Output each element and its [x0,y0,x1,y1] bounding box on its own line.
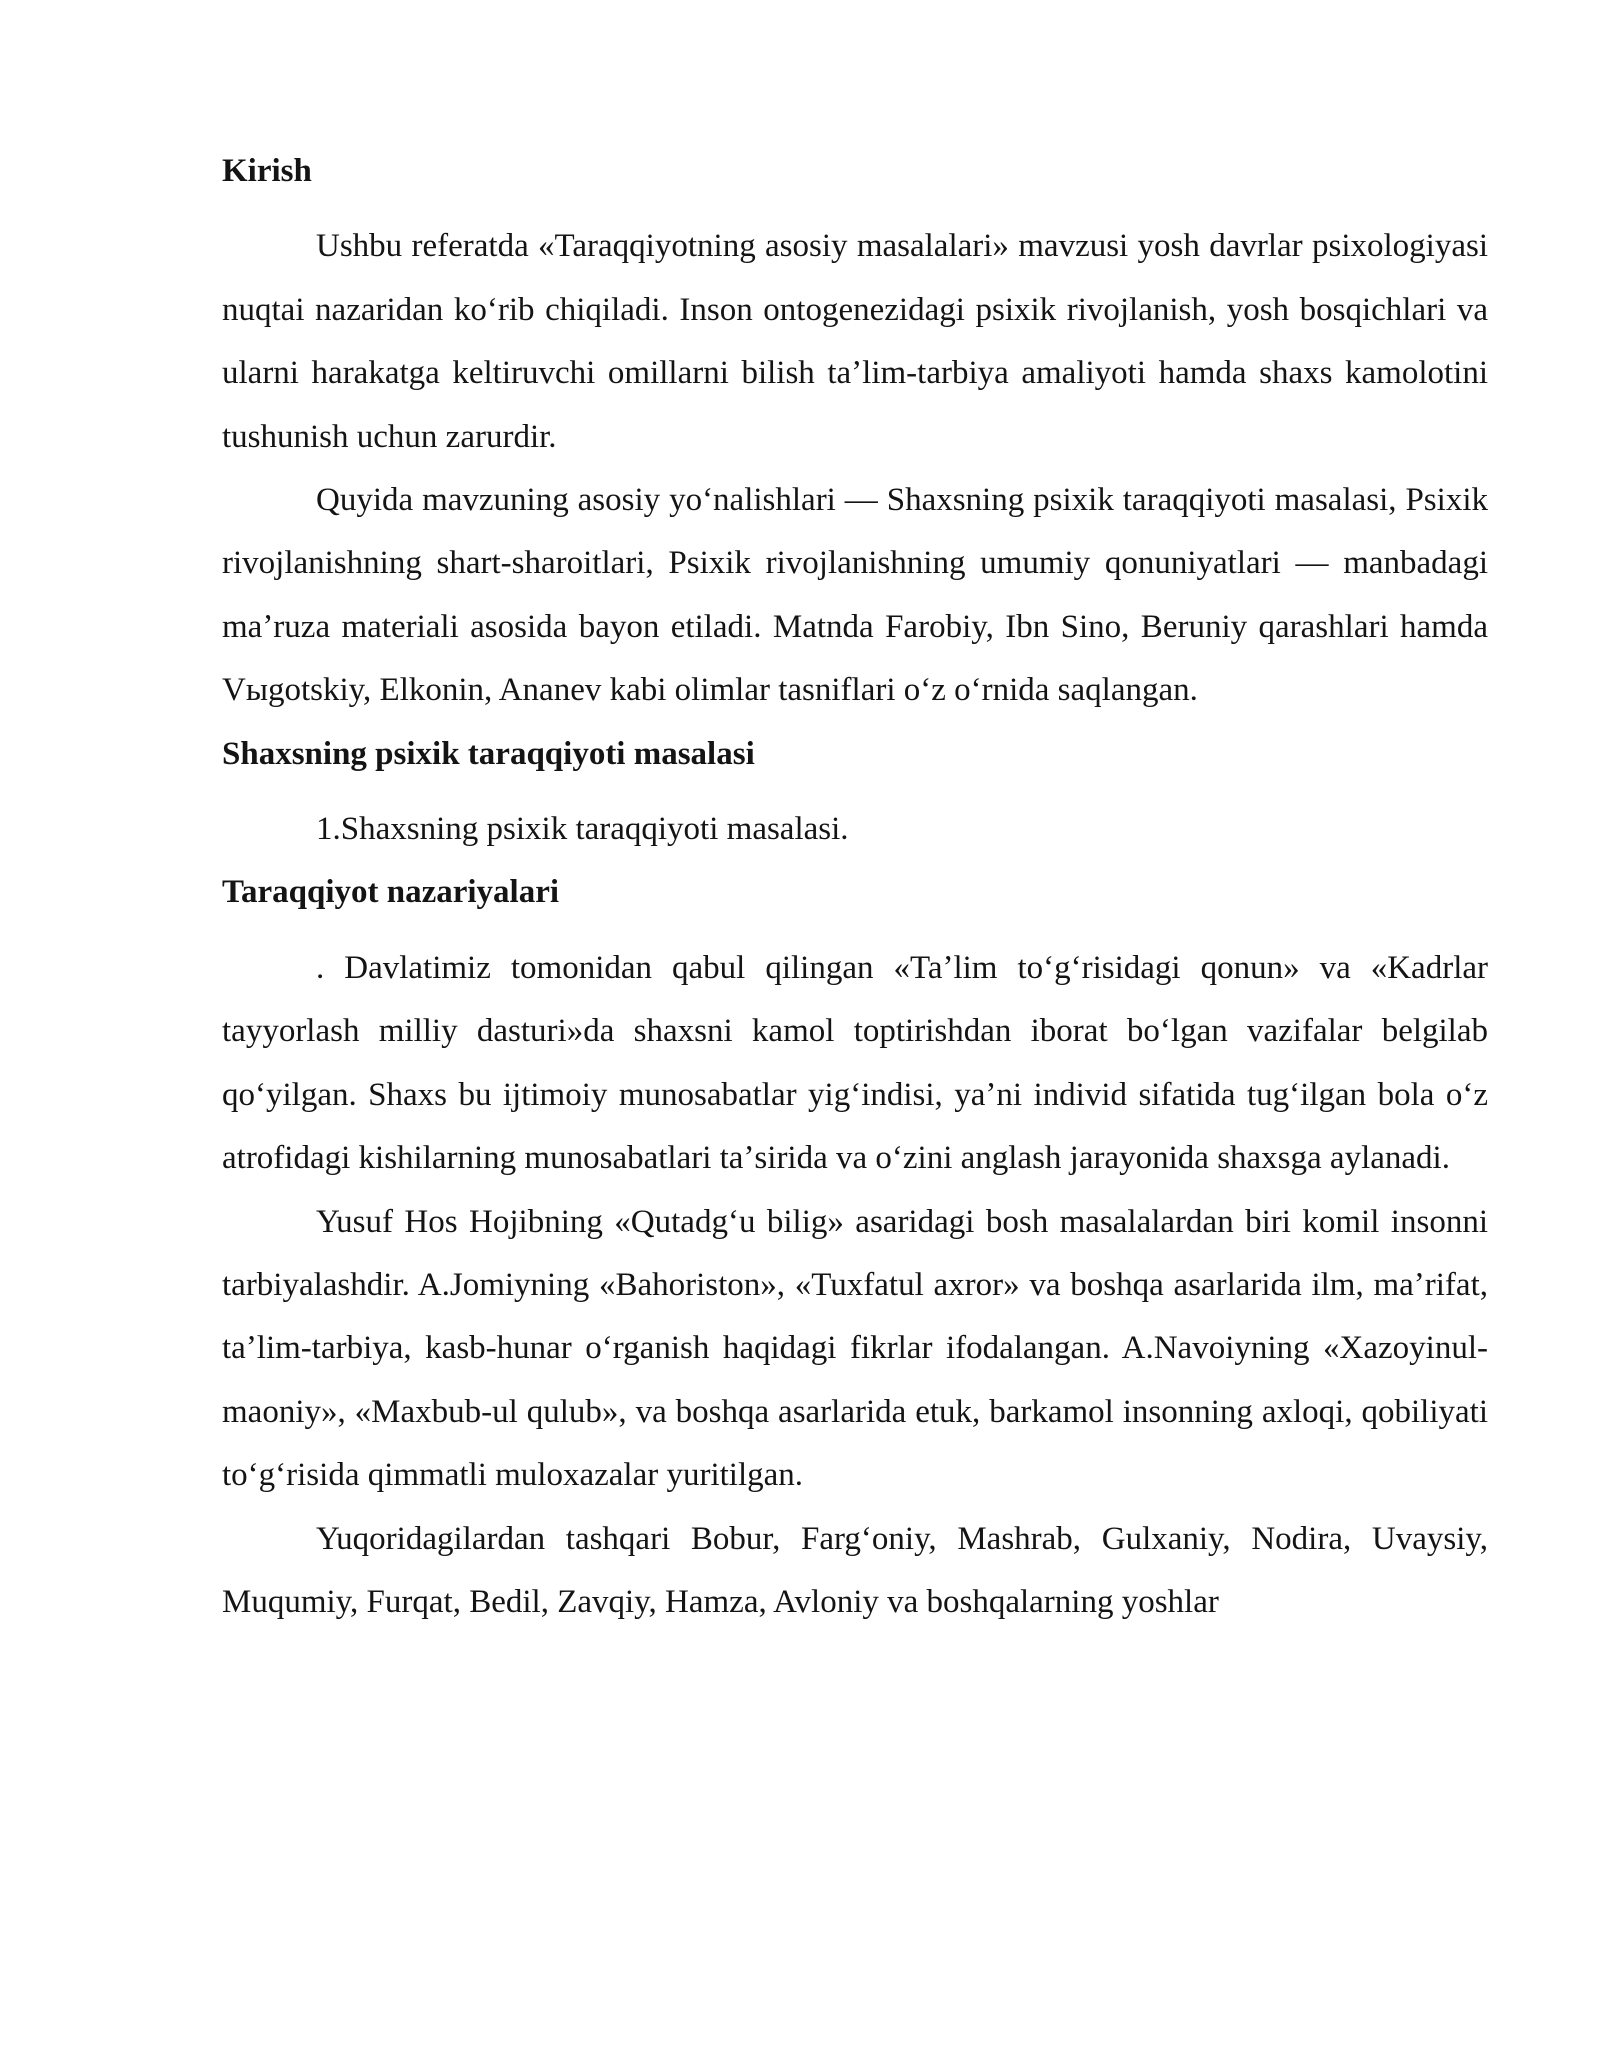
paragraph-numbered-item: 1.Shaxsning psixik taraqqiyoti masalasi. [316,811,849,848]
paragraph-yusuf-hos-hojib: Yusuf Hos Hojibning «Qutadgʻu bilig» asaridagi bosh masalalardan biri komil insonni tarbiyalashdir. A.Jomiyning «Bahoriston», «Tuxfatul axror» va boshqa asarlarida ilm, maʼrifat, taʼlim-tarbiya, kasb-hunar oʻrganish haqidagi fikrlar ifodalangan. A.Navoiyning «Xazoyinul-maoniy», «Maxbub-ul qulub», va boshqa asarlarida etuk, barkamol insonning axloqi, qobiliyati toʻgʻrisida qimmatli muloxazalar yuritilgan. [222,1203,1488,1494]
heading-shaxs-psixik-taraqqiyoti: Shaxsning psixik taraqqiyoti masalasi [222,735,755,772]
paragraph-intro-2: Quyida mavzuning asosiy yoʻnalishlari — Shaxsning psixik taraqqiyoti masalasi, Psixik rivojlanishning shart-sharoitlari, Psixik rivojlanishning umumiy qonuniyatlari — manbadagi maʼruza materiali asosida bayon etiladi. Matnda Farobiy, Ibn Sino, Beruniy qarashlari hamda Vыgotskiy, Elkonin, Ananev kabi olimlar tasniflari oʻz oʻrnida saqlangan. [222,482,1488,709]
paragraph-intro-1: Ushbu referatda «Taraqqiyotning asosiy masalalari» mavzusi yosh davrlar psixologiyasi nuqtai nazaridan koʻrib chiqiladi. Inson ontogenezidagi psixik rivojlanish, yosh bosqichlari va ularni harakatga keltiruvchi omillarni bilish taʼlim-tarbiya amaliyoti hamda shaxs kamolotini tushunish uchun zarurdir. [222,228,1488,455]
heading-kirish: Kirish [222,153,312,189]
paragraph-yuqoridagilardan: Yuqoridagilardan tashqari Bobur, Fargʻoniy, Mashrab, Gulxaniy, Nodira, Uvaysiy, Muqumiy, Furqat, Bedil, Zavqiy, Hamza, Avloniy va boshqalarning yoshlar [222,1520,1488,1620]
document-body [222,140,1488,1634]
paragraph-davlatimiz: . Davlatimiz tomonidan qabul qilingan «Taʼlim toʻgʻrisidagi qonun» va «Kadrlar tayyorlash milliy dasturi»da shaxsni kamol toptirishdan iborat boʻlgan vazifalar belgilab qoʻyilgan. Shaxs bu ijtimoiy munosabatlar yigʻindisi, yaʼni individ sifatida tugʻilgan bola oʻz atrofidagi kishilarning munosabatlari taʼsirida va oʻzini anglash jarayonida shaxsga aylanadi. [222,949,1488,1177]
heading-taraqqiyot-nazariyalari: Taraqqiyot nazariyalari [222,874,560,911]
